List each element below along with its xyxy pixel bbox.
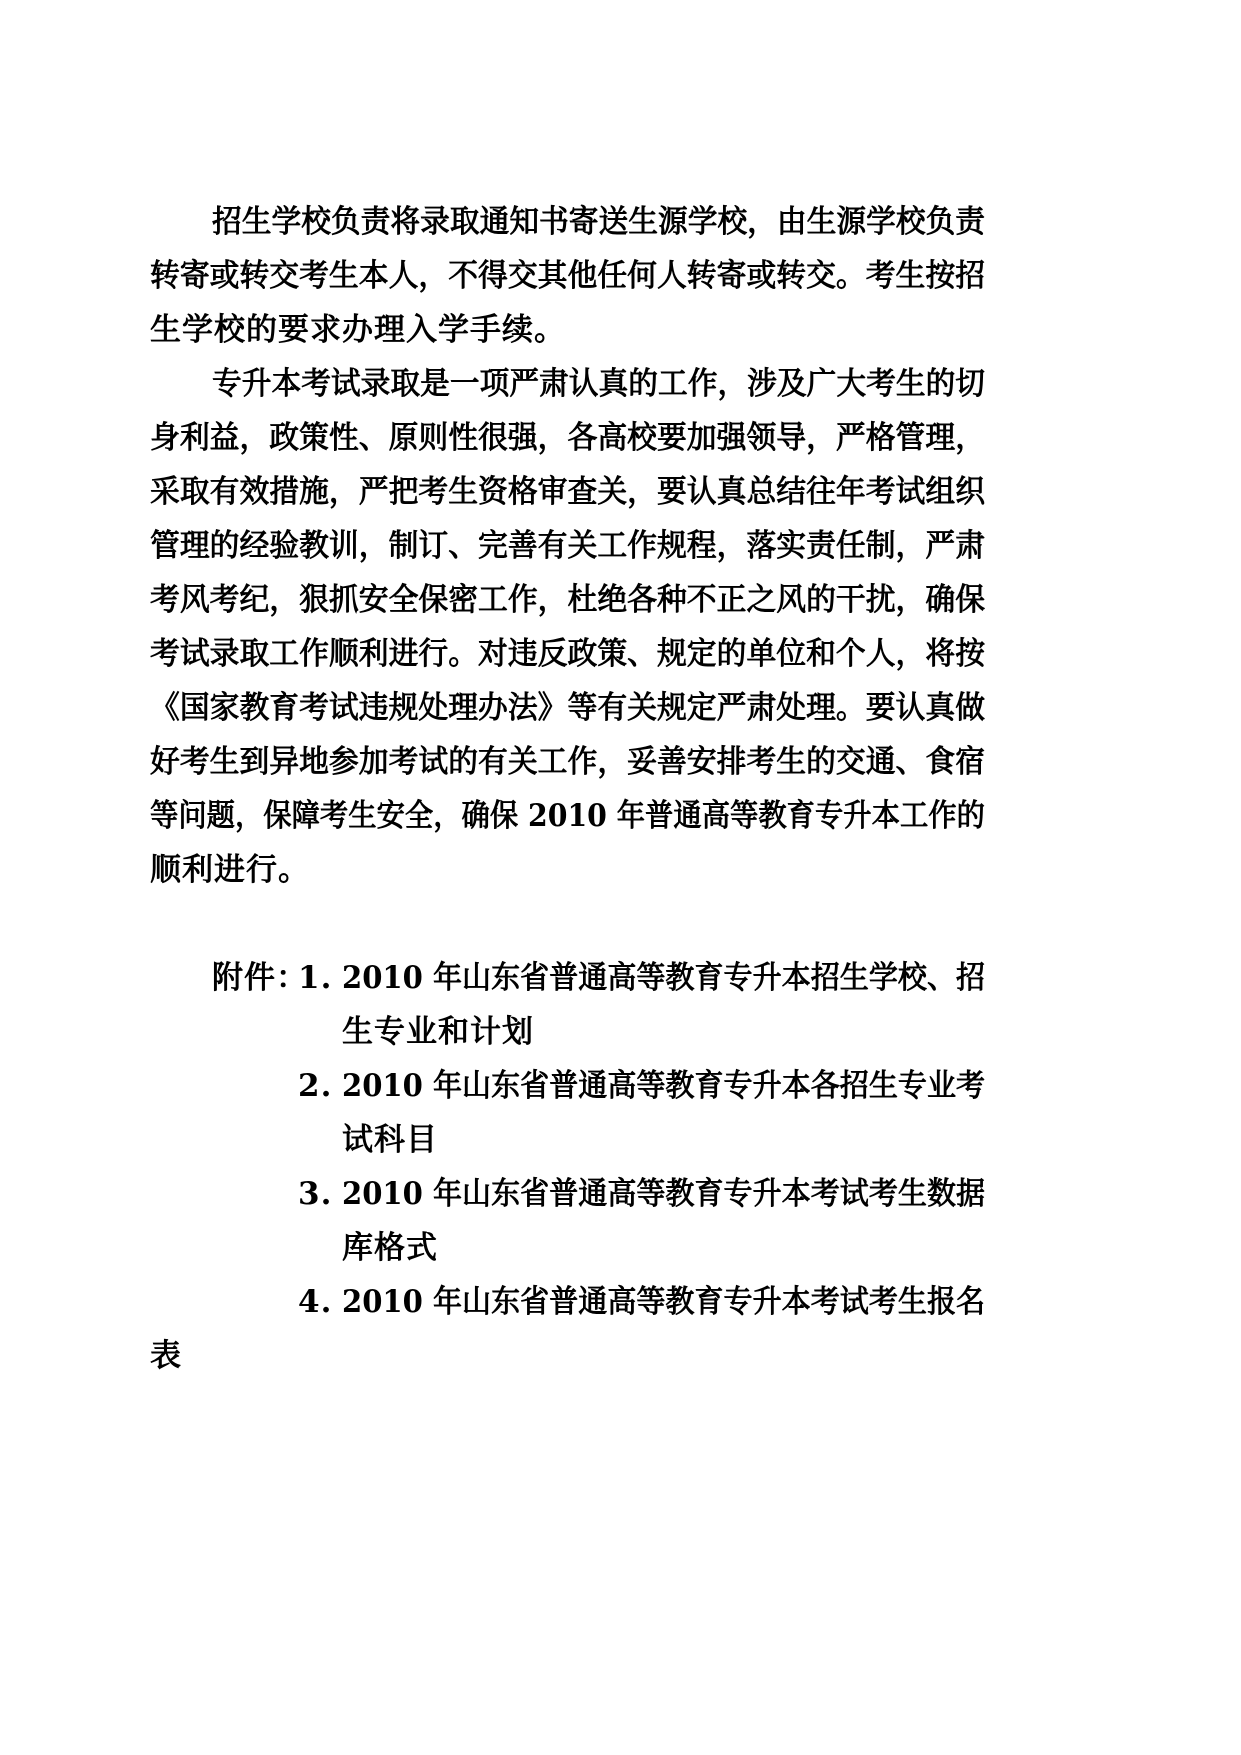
para1-line-1: 招生学校负责将录取通知书寄送生源学校，由生源学校负责 — [212, 204, 986, 240]
attachment-4-line-1: 2010 年山东省普通高等教育专升本考试考生报名 — [342, 1284, 986, 1320]
attachment-1-num: 1. — [298, 960, 333, 996]
para2-line-1: 专升本考试录取是一项严肃认真的工作，涉及广大考生的切 — [212, 366, 986, 402]
para2-line-6: 考试录取工作顺利进行。对违反政策、规定的单位和个人，将按 — [150, 636, 986, 672]
attachment-4-line-2: 表 — [150, 1338, 182, 1374]
para2-line-5: 考风考纪，狠抓安全保密工作，杜绝各种不正之风的干扰，确保 — [150, 582, 986, 618]
attachment-3-num: 3. — [298, 1176, 333, 1212]
attachment-1-line-2: 生专业和计划 — [342, 1014, 534, 1050]
attachment-2-line-1: 2010 年山东省普通高等教育专升本各招生专业考 — [342, 1068, 986, 1104]
para1-line-2: 转寄或转交考生本人，不得交其他任何人转寄或转交。考生按招 — [150, 258, 986, 294]
attachment-2-num: 2. — [298, 1068, 333, 1104]
para2-line-2: 身利益，政策性、原则性很强，各高校要加强领导，严格管理， — [150, 420, 986, 456]
para2-line-8: 好考生到异地参加考试的有关工作，妥善安排考生的交通、食宿 — [150, 744, 986, 780]
attachment-2-line-2: 试科目 — [342, 1122, 438, 1158]
para1-line-3: 生学校的要求办理入学手续。 — [150, 312, 566, 348]
attachment-3-line-1: 2010 年山东省普通高等教育专升本考试考生数据 — [342, 1176, 986, 1212]
attachment-4-num: 4. — [298, 1284, 333, 1320]
attachment-3-line-2: 库格式 — [342, 1230, 438, 1266]
para2-line-10: 顺利进行。 — [150, 852, 310, 888]
para2-line-4: 管理的经验教训，制订、完善有关工作规程，落实责任制，严肃 — [150, 528, 986, 564]
para2-line-7: 《国家教育考试违规处理办法》等有关规定严肃处理。要认真做 — [150, 690, 986, 726]
para2-line-3: 采取有效措施，严把考生资格审查关，要认真总结往年考试组织 — [150, 474, 986, 510]
para2-line-9: 等问题，保障考生安全，确保 2010 年普通高等教育专升本工作的 — [150, 798, 985, 834]
attachment-1-line-1: 2010 年山东省普通高等教育专升本招生学校、招 — [342, 960, 986, 996]
attachments-label: 附件： — [212, 960, 308, 996]
